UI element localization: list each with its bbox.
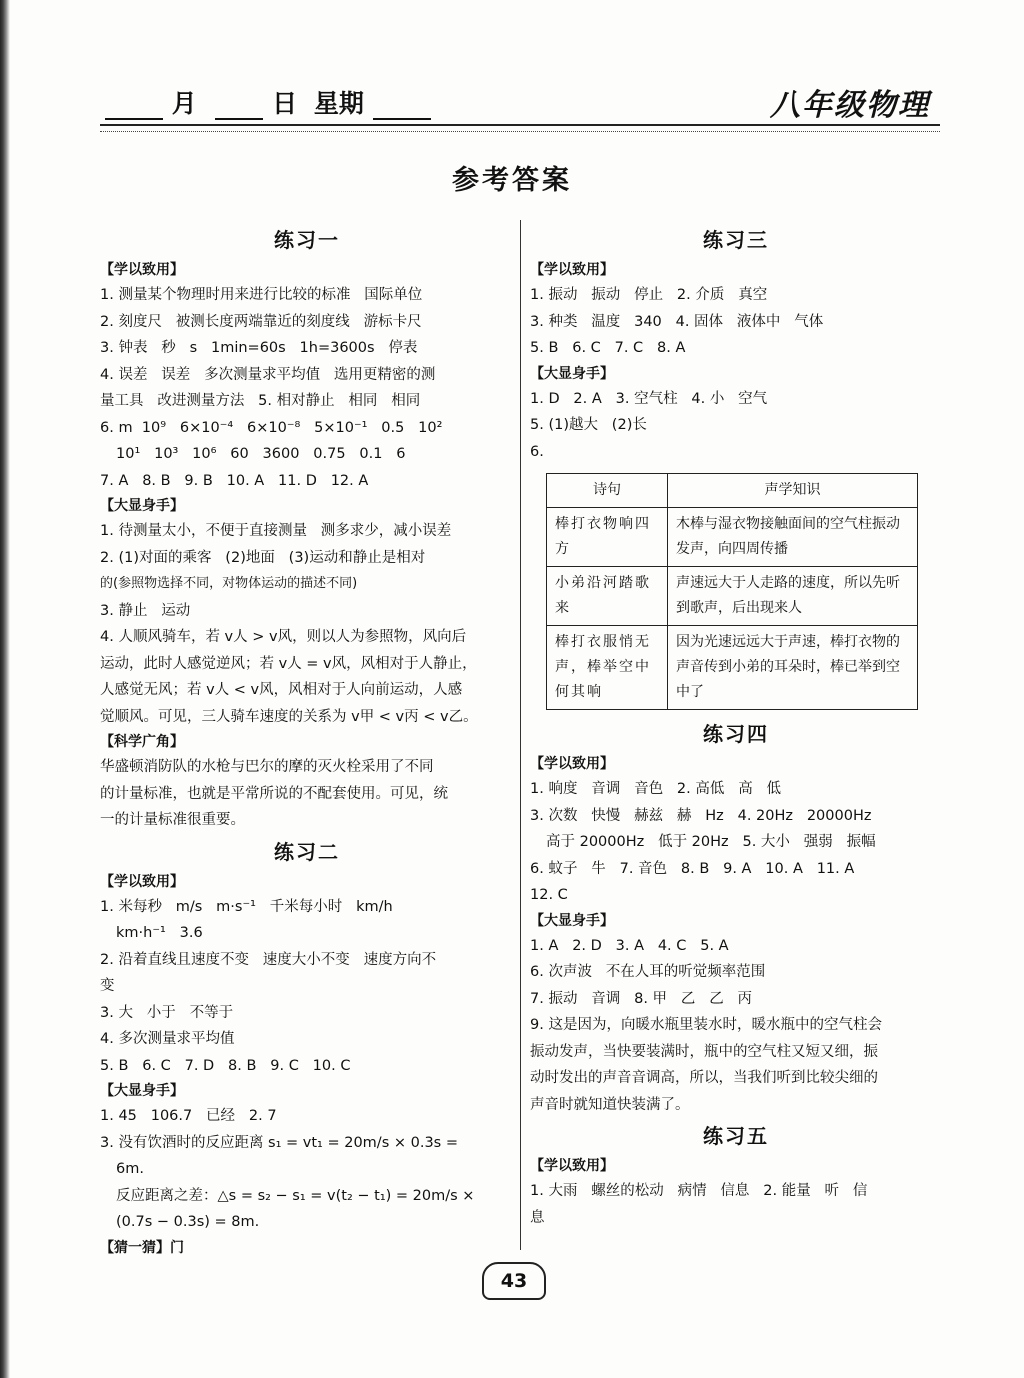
section-title: 练习三	[703, 228, 769, 252]
answer-line: 5. B 6. C 7. C 8. A	[530, 340, 686, 356]
knowledge-cell: 声速远大于人走路的速度，所以先听到歌声，后出现来人	[668, 567, 918, 626]
answer-line: (0.7s − 0.3s) = 8m.	[116, 1214, 260, 1230]
answer-line: 5. B 6. C 7. D 8. B 9. C 10. C	[100, 1057, 351, 1074]
table-header-row	[547, 474, 918, 508]
category-heading: 【大显身手】	[530, 912, 614, 929]
table-header: 声学知识	[668, 474, 918, 508]
answer-line: 6. 蚊子 牛 7. 音色 8. B 9. A 10. A 11. A	[530, 860, 855, 877]
answer-line: 5. (1)越大 (2)长	[530, 417, 647, 433]
knowledge-cell: 木棒与湿衣物接触面间的空气柱振动发声，向四周传播	[668, 508, 918, 567]
answer-line: 3. 静止 运动	[100, 602, 191, 619]
answer-line: 息	[530, 1209, 545, 1226]
answer-line: 反应距离之差：△s = s₂ − s₁ = v(t₂ − t₁) = 20m/s ×	[116, 1187, 475, 1204]
answer-line: 3. 次数 快慢 赫兹 赫 Hz 4. 20Hz 20000Hz	[530, 807, 872, 824]
answer-line: 3. 种类 温度 340 4. 固体 液体中 气体	[530, 313, 824, 330]
header-rule	[100, 124, 940, 132]
section-title: 练习二	[274, 839, 340, 864]
answer-line: 人感觉无风；若 v人 < v风，风相对于人向前运动，人感	[100, 682, 463, 698]
answer-line: 华盛顿消防队的水枪与巴尔的摩的灭火栓采用了不同	[100, 759, 434, 775]
left-column	[100, 222, 514, 1260]
answer-line: km·h⁻¹ 3.6	[116, 925, 203, 941]
category-heading: 【学以致用】	[530, 1158, 614, 1174]
table-row	[547, 508, 918, 567]
answer-line: 高于 20000Hz 低于 20Hz 5. 大小 强弱 振幅	[546, 834, 876, 850]
answer-line: 1. 大雨 螺丝的松动 病情 信息 2. 能量 听 信	[530, 1183, 868, 1199]
answer-line: 一的计量标准很重要。	[100, 812, 245, 828]
answer-line: 运动，此时人感觉逆风；若 v人 = v风，风相对于人静止，	[100, 655, 477, 672]
category-heading: 【大显身手】	[100, 1083, 184, 1099]
answer-line: 1. 待测量太小，不便于直接测量 测多求少，减小误差	[100, 523, 452, 539]
answer-line: 振动发声，当快要装满时，瓶中的空气柱又短又细，振	[530, 1043, 878, 1060]
answer-line: 9. 这是因为，向暖水瓶里装水时，暖水瓶中的空气柱会	[530, 1017, 882, 1033]
weekday-blank	[373, 92, 431, 120]
category-heading: 【大显身手】	[100, 498, 184, 514]
answer-line: 6. m 10⁹ 6×10⁻⁴ 6×10⁻⁸ 5×10⁻¹ 0.5 10²	[100, 419, 443, 436]
poem-cell: 棒打衣服悄无声，棒举空中何其响	[547, 626, 668, 710]
answer-line: 声音时就知道快装满了。	[530, 1096, 690, 1113]
section-title: 练习四	[703, 722, 769, 746]
answer-line: 1. 45 106.7 已经 2. 7	[100, 1108, 277, 1124]
category-heading: 【学以致用】	[530, 262, 614, 278]
answer-line: 1. 测量某个物理时用来进行比较的标准 国际单位	[100, 287, 423, 303]
section-title: 练习五	[703, 1124, 769, 1148]
poem-cell: 小弟沿河踏歌来	[547, 567, 668, 626]
table-header: 诗句	[547, 474, 668, 508]
answer-line: 4. 误差 误差 多次测量求平均值 选用更精密的测	[100, 366, 436, 383]
category-heading: 【学以致用】	[100, 873, 184, 890]
page-number: 43	[482, 1262, 546, 1300]
date-line	[105, 84, 431, 120]
page-header	[100, 84, 940, 123]
answer-line: 3. 大 小于 不等于	[100, 1004, 234, 1021]
scan-edge	[0, 0, 10, 1378]
table-row	[547, 626, 918, 710]
subject-title: 八年级物理	[770, 88, 930, 123]
section-title: 练习一	[274, 228, 340, 252]
poem-cell: 棒打衣物响四方	[547, 508, 668, 567]
answer-line: 3. 钟表 秒 s 1min=60s 1h=3600s 停表	[100, 340, 418, 356]
answer-line: 动时发出的声音音调高，所以，当我们听到比较尖细的	[530, 1070, 878, 1086]
answer-line: 1. 米每秒 m/s m·s⁻¹ 千米每小时 km/h	[100, 898, 393, 915]
poem-table	[546, 473, 918, 710]
table-row	[547, 567, 918, 626]
answer-line: 2. (1)对面的乘客 (2)地面 (3)运动和静止是相对	[100, 549, 426, 566]
column-divider	[520, 220, 521, 1250]
answer-line: 4. 人顺风骑车，若 v人 > v风，则以人为参照物，风向后	[100, 629, 467, 645]
answer-line: 1. 振动 振动 停止 2. 介质 真空	[530, 287, 768, 303]
answer-line: 3. 没有饮酒时的反应距离 s₁ = vt₁ = 20m/s × 0.3s =	[100, 1134, 458, 1151]
answer-line: 2. 沿着直线且速度不变 速度大小不变 速度方向不	[100, 951, 437, 968]
answer-line: 1. 响度 音调 音色 2. 高低 高 低	[530, 781, 782, 797]
answer-line: 4. 多次测量求平均值	[100, 1031, 235, 1047]
answer-line: 6. 次声波 不在人耳的听觉频率范围	[530, 964, 766, 980]
right-column	[530, 222, 942, 1231]
category-heading: 【大显身手】	[530, 365, 614, 382]
answer-line: 2. 刻度尺 被测长度两端靠近的刻度线 游标卡尺	[100, 313, 422, 330]
category-heading: 【猜一猜】门	[100, 1239, 184, 1256]
category-heading: 【学以致用】	[530, 756, 614, 772]
weekday-label: 星期	[313, 89, 364, 118]
answer-line: 1. D 2. A 3. 空气柱 4. 小 空气	[530, 390, 768, 407]
right-column-bottom	[530, 716, 942, 1231]
right-column-top	[530, 222, 942, 465]
answer-line: 的计量标准，也就是平常所说的不配套使用。可见，统	[100, 785, 448, 802]
answer-line: 12. C	[530, 887, 568, 903]
category-heading: 【科学广角】	[100, 734, 184, 750]
answer-line: 7. 振动 音调 8. 甲 乙 乙 丙	[530, 990, 753, 1007]
month-blank	[105, 92, 163, 120]
answer-line: 10¹ 10³ 10⁶ 60 3600 0.75 0.1 6	[116, 446, 406, 462]
answer-line: 7. A 8. B 9. B 10. A 11. D 12. A	[100, 472, 369, 489]
month-label: 月	[171, 89, 197, 118]
answer-line: 的(参照物选择不同，对物体运动的描述不同)	[100, 576, 358, 591]
knowledge-cell: 因为光速远远大于声速，棒打衣物的声音传到小弟的耳朵时，棒已举到空中了	[668, 626, 918, 710]
answer-line: 觉顺风。可见，三人骑车速度的关系为 v甲 < v丙 < v乙。	[100, 708, 478, 725]
answer-line: 6m.	[116, 1161, 144, 1177]
category-heading: 【学以致用】	[100, 262, 184, 278]
day-blank	[215, 92, 263, 120]
answer-line: 1. A 2. D 3. A 4. C 5. A	[530, 937, 729, 954]
page-title: 参考答案	[452, 165, 572, 196]
day-label: 日	[272, 89, 298, 118]
answer-line: 6.	[530, 443, 544, 460]
answer-line: 变	[100, 978, 115, 994]
answer-line: 量工具 改进测量方法 5. 相对静止 相同 相同	[100, 393, 421, 409]
